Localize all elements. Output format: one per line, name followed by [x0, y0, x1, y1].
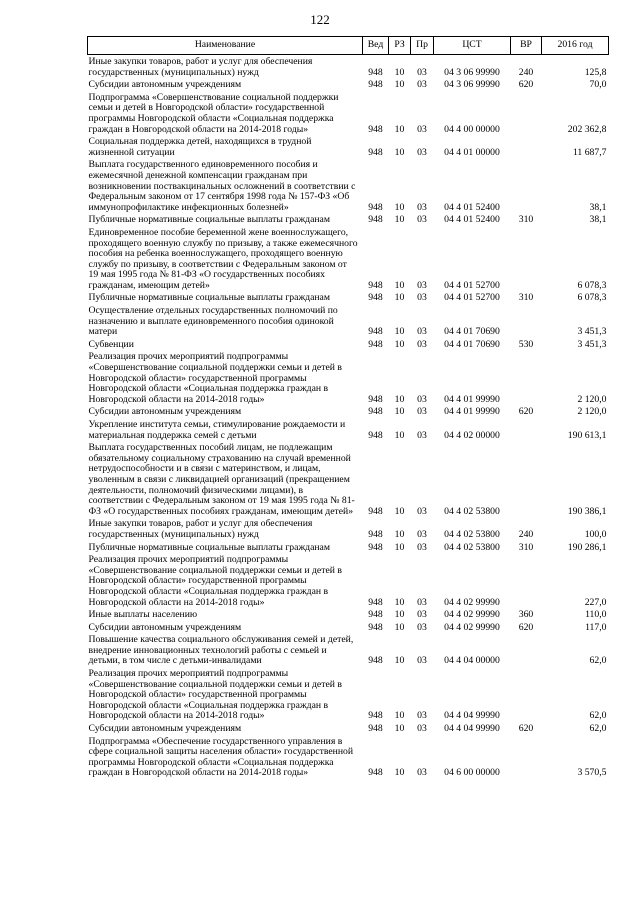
table-row	[88, 724, 609, 737]
row-ved: 948	[368, 326, 383, 338]
row-ved: 948	[368, 123, 383, 135]
row-name: Публичные нормативные социальные выплаты гражданам	[88, 214, 330, 226]
header-cst: ЦСТ	[434, 37, 511, 55]
row-pr: 03	[417, 79, 427, 91]
row-rz: 10	[394, 201, 405, 213]
table-header-row	[88, 37, 609, 55]
row-amount: 117,0	[585, 621, 607, 633]
table-row	[88, 669, 609, 724]
row-amount: 3 451,3	[577, 338, 607, 350]
page-number: 122	[310, 12, 330, 27]
row-cst: 04 6 00 00000	[444, 767, 500, 779]
row-pr: 03	[417, 429, 427, 441]
row-name: Укрепление института семьи, стимулирование рождаемости и материальная поддержка семей с детьми	[88, 419, 346, 441]
row-ved: 948	[368, 429, 383, 441]
row-rz: 10	[394, 146, 405, 158]
table-row	[88, 519, 609, 542]
row-vr	[511, 737, 542, 781]
row-pr: 03	[417, 214, 427, 226]
row-pr: 03	[417, 123, 427, 135]
table-row	[88, 737, 609, 781]
row-name: Публичные нормативные социальные выплаты гражданам	[88, 541, 330, 553]
row-rz: 10	[394, 338, 405, 350]
table-row	[88, 555, 609, 610]
row-ved: 948	[368, 710, 383, 722]
row-vr	[511, 160, 542, 215]
row-vr	[511, 420, 542, 443]
row-cst: 04 4 01 52400	[444, 201, 500, 213]
row-vr	[511, 669, 542, 724]
row-pr: 03	[417, 541, 427, 553]
table-row	[88, 80, 609, 93]
row-ved: 948	[368, 214, 383, 226]
row-ved: 948	[368, 201, 383, 213]
row-pr: 03	[417, 292, 427, 304]
row-rz: 10	[394, 279, 405, 291]
row-rz: 10	[394, 326, 405, 338]
row-cst: 04 4 01 52400	[444, 214, 500, 226]
row-rz: 10	[394, 621, 405, 633]
row-rz: 10	[394, 655, 405, 667]
row-cst: 04 4 01 70690	[444, 338, 500, 350]
header-ved: Вед	[363, 37, 389, 55]
row-name: Подпрограмма «Обеспечение государственного управления в сфере социальной защиты населения области» государственной программы Новгородской области «Социальная поддержка граждан в Новгородской области на 2014-2018 годы»	[88, 735, 354, 779]
row-name: Реализация прочих мероприятий подпрограммы «Совершенствование социальной поддержки семьи и детей в Новгородской области» государственной программы Новгородской области «Социальная поддержка граждан в Новгородской области на 2014-2018 годы»	[88, 554, 342, 608]
row-vr	[511, 352, 542, 407]
row-name: Повышение качества социального обслуживания семей и детей, внедрение инновационных технологий работы с семьей и детьми, в том числе с детьми-инвалидами	[88, 634, 354, 667]
row-ved: 948	[368, 505, 383, 517]
row-vr: 240	[518, 66, 534, 78]
row-vr: 310	[518, 214, 534, 226]
row-vr: 620	[518, 723, 534, 735]
row-amount: 70,0	[589, 79, 607, 91]
row-name: Публичные нормативные социальные выплаты гражданам	[88, 292, 330, 304]
table-row	[88, 443, 609, 519]
row-ved: 948	[368, 338, 383, 350]
row-amount: 100,0	[584, 528, 607, 540]
row-rz: 10	[394, 505, 405, 517]
table-row	[88, 352, 609, 407]
row-vr: 360	[518, 609, 534, 621]
row-rz: 10	[394, 393, 405, 405]
row-pr: 03	[417, 767, 427, 779]
row-pr: 03	[417, 338, 427, 350]
row-name: Субсидии автономным учреждениям	[88, 621, 242, 633]
row-cst: 04 3 06 99990	[444, 79, 500, 91]
table-row	[88, 137, 609, 160]
header-rz: РЗ	[389, 37, 411, 55]
row-amount: 110,0	[585, 609, 607, 621]
row-ved: 948	[368, 79, 383, 91]
table-row	[88, 610, 609, 623]
row-cst: 04 4 01 99990	[444, 406, 500, 418]
row-pr: 03	[417, 146, 427, 158]
table-row	[88, 228, 609, 294]
row-amount: 227,0	[584, 596, 607, 608]
row-vr: 620	[518, 79, 534, 91]
row-rz: 10	[394, 609, 405, 621]
row-ved: 948	[368, 767, 383, 779]
row-pr: 03	[417, 596, 427, 608]
row-vr: 310	[518, 292, 534, 304]
row-rz: 10	[394, 66, 405, 78]
row-amount: 6 078,3	[577, 279, 607, 291]
header-vr: ВР	[511, 37, 542, 55]
row-amount: 2 120,0	[577, 393, 607, 405]
row-amount: 62,0	[589, 655, 607, 667]
row-cst: 04 4 02 99990	[444, 609, 500, 621]
row-pr: 03	[417, 393, 427, 405]
row-cst: 04 4 01 70690	[444, 326, 500, 338]
row-cst: 04 4 00 00000	[444, 123, 500, 135]
row-vr	[511, 635, 542, 669]
row-vr: 240	[518, 528, 534, 540]
row-cst: 04 4 04 00000	[444, 655, 500, 667]
row-cst: 04 4 02 53800	[444, 541, 500, 553]
row-amount: 3 570,5	[577, 767, 607, 779]
table-row	[88, 55, 609, 81]
header-name: Наименование	[88, 37, 363, 55]
row-name: Субвенции	[88, 338, 134, 350]
row-name: Реализация прочих мероприятий подпрограммы «Совершенствование социальной поддержки семьи и детей в Новгородской области» государственной программы Новгородской области «Социальная поддержка граждан в Новгородской области на 2014-2018 годы»	[88, 668, 342, 722]
row-name: Иные выплаты населению	[88, 609, 198, 621]
row-ved: 948	[368, 541, 383, 553]
row-amount: 38,1	[589, 201, 607, 213]
row-name: Выплата государственного единовременного пособия и ежемесячной денежной компенсации гражданам при возникновении поствакцинальных осложнений в соответствии с Федеральным законом от 17 сентября 1998 года № 157-ФЗ «Об иммунопрофилактике инфекционных болезней»	[88, 159, 356, 213]
row-pr: 03	[417, 655, 427, 667]
row-pr: 03	[417, 66, 427, 78]
row-cst: 04 4 01 99990	[444, 393, 500, 405]
row-ved: 948	[368, 621, 383, 633]
row-amount: 125,8	[584, 66, 607, 78]
row-rz: 10	[394, 292, 405, 304]
row-vr: 620	[518, 406, 534, 418]
row-ved: 948	[368, 66, 383, 78]
row-rz: 10	[394, 528, 405, 540]
row-pr: 03	[417, 710, 427, 722]
row-cst: 04 4 01 52700	[444, 292, 500, 304]
row-name: Осуществление отдельных государственных полномочий по назначению и выплате единовременного пособия одинокой матери	[88, 305, 338, 338]
row-pr: 03	[417, 279, 427, 291]
row-name: Субсидии автономным учреждениям	[88, 723, 242, 735]
table-row	[88, 93, 609, 137]
row-vr: 620	[518, 621, 534, 633]
row-pr: 03	[417, 723, 427, 735]
row-vr	[511, 306, 542, 340]
row-vr	[511, 555, 542, 610]
row-cst: 04 4 02 53800	[444, 505, 500, 517]
row-ved: 948	[368, 723, 383, 735]
row-ved: 948	[368, 655, 383, 667]
row-amount: 190 286,1	[567, 541, 607, 553]
row-pr: 03	[417, 326, 427, 338]
header-year: 2016 год	[542, 37, 609, 55]
row-ved: 948	[368, 292, 383, 304]
row-cst: 04 4 04 99990	[444, 710, 500, 722]
row-amount: 38,1	[589, 214, 607, 226]
row-ved: 948	[368, 609, 383, 621]
row-cst: 04 4 01 52700	[444, 279, 500, 291]
row-rz: 10	[394, 723, 405, 735]
table-row	[88, 306, 609, 340]
row-cst: 04 4 02 00000	[444, 429, 500, 441]
row-vr: 530	[518, 338, 534, 350]
row-pr: 03	[417, 505, 427, 517]
row-name: Социальная поддержка детей, находящихся в трудной жизненной ситуации	[88, 136, 312, 158]
row-vr	[511, 137, 542, 160]
row-pr: 03	[417, 201, 427, 213]
row-rz: 10	[394, 596, 405, 608]
row-pr: 03	[417, 609, 427, 621]
row-amount: 190 613,1	[567, 429, 607, 441]
budget-table	[87, 36, 609, 781]
row-name: Иные закупки товаров, работ и услуг для обеспечения государственных (муниципальных) нужд	[88, 518, 313, 540]
row-vr	[511, 93, 542, 137]
table-row	[88, 160, 609, 215]
row-name: Субсидии автономным учреждениям	[88, 79, 242, 91]
row-amount: 190 386,1	[567, 505, 607, 517]
row-pr: 03	[417, 528, 427, 540]
row-ved: 948	[368, 528, 383, 540]
row-rz: 10	[394, 406, 405, 418]
row-ved: 948	[368, 393, 383, 405]
row-vr	[511, 443, 542, 519]
row-cst: 04 3 06 99990	[444, 66, 500, 78]
row-amount: 202 362,8	[567, 123, 607, 135]
row-vr: 310	[518, 541, 534, 553]
row-pr: 03	[417, 621, 427, 633]
row-vr	[511, 228, 542, 294]
row-name: Иные закупки товаров, работ и услуг для обеспечения государственных (муниципальных) нужд	[88, 56, 313, 78]
row-rz: 10	[394, 79, 405, 91]
header-pr: Пр	[411, 37, 434, 55]
row-name: Подпрограмма «Совершенствование социальной поддержки семьи и детей в Новгородской области» государственной программы Новгородской области «Социальная поддержка граждан в Новгородской области на 2014-2018 годы»	[88, 91, 339, 135]
row-amount: 6 078,3	[577, 292, 607, 304]
row-name: Единовременное пособие беременной жене военнослужащего, проходящего военную службу по призыву, а также ежемесячного пособия на ребенка военнослужащего, проходящего военную службу по призыву, в соответствии с Федеральным законом от 19 мая 1995 года № 81-ФЗ «О государственных пособиях гражданам, имеющим детей»	[88, 226, 358, 291]
table-row	[88, 420, 609, 443]
row-rz: 10	[394, 123, 405, 135]
row-rz: 10	[394, 710, 405, 722]
row-amount: 3 451,3	[577, 326, 607, 338]
row-rz: 10	[394, 541, 405, 553]
row-amount: 2 120,0	[577, 406, 607, 418]
row-name: Субсидии автономным учреждениям	[88, 406, 242, 418]
row-cst: 04 4 04 99990	[444, 723, 500, 735]
row-rz: 10	[394, 214, 405, 226]
row-pr: 03	[417, 406, 427, 418]
row-name: Выплата государственных пособий лицам, не подлежащим обязательному социальному страхованию на случай временной нетрудоспособности и в связи с материнством, и лицам, уволенным в связи с ликвидацией организаций (прекращением деятельности, полномочий физическими лицами), в соответствии с Федеральным законом от 19 мая 1995 года № 81-ФЗ «О государственных пособиях гражданам, имеющим детей»	[88, 442, 355, 517]
row-cst: 04 4 02 53800	[444, 528, 500, 540]
row-ved: 948	[368, 406, 383, 418]
row-rz: 10	[394, 767, 405, 779]
row-cst: 04 4 02 99990	[444, 621, 500, 633]
row-name: Реализация прочих мероприятий подпрограммы «Совершенствование социальной поддержки семьи и детей в Новгородской области» государственной программы Новгородской области «Социальная поддержка граждан в Новгородской области на 2014-2018 годы»	[88, 351, 342, 405]
row-amount: 11 687,7	[572, 146, 607, 158]
row-amount: 62,0	[589, 723, 607, 735]
row-amount: 62,0	[589, 710, 607, 722]
row-cst: 04 4 02 99990	[444, 596, 500, 608]
row-ved: 948	[368, 146, 383, 158]
table-body	[88, 55, 609, 782]
row-ved: 948	[368, 279, 383, 291]
row-ved: 948	[368, 596, 383, 608]
row-rz: 10	[394, 429, 405, 441]
row-cst: 04 4 01 00000	[444, 146, 500, 158]
table-row	[88, 635, 609, 669]
